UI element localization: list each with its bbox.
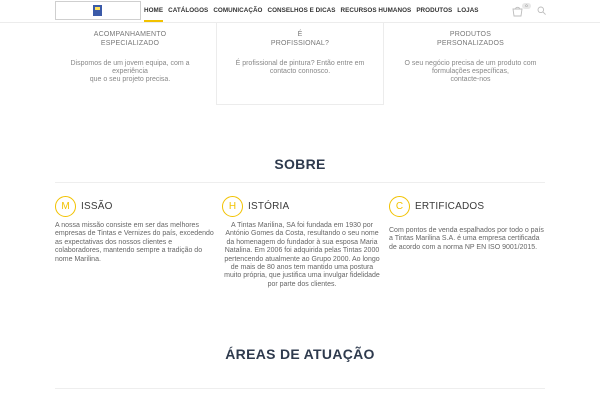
nav-item-produtos[interactable]: PRODUTOS (416, 7, 453, 14)
nav-item-conselhos-e-dicas[interactable]: CONSELHOS E DICAS (267, 7, 336, 14)
nav-item-home[interactable]: HOME (144, 0, 163, 22)
column-title: ERTIFICADOS (415, 200, 485, 212)
column-title: ISSÃO (81, 200, 113, 212)
service-text-line: contacto connosco. (269, 68, 331, 75)
service-title-line: É (297, 31, 303, 38)
top-bar (0, 0, 600, 23)
service-text (220, 60, 380, 76)
service-acompanhamento (55, 30, 205, 84)
divider (55, 182, 545, 183)
letter-circle-icon: H (222, 196, 243, 217)
service-text-line: experiência (112, 68, 148, 75)
logo-mark-icon (93, 5, 102, 16)
cart-icon[interactable] (512, 6, 523, 17)
service-profissional (220, 30, 380, 76)
nav-item-catalogos[interactable]: CATÁLOGOS (168, 7, 209, 14)
service-title-line: ACOMPANHAMENTO (93, 31, 167, 38)
service-text-line: que o seu projeto precisa. (89, 76, 171, 83)
services-row (0, 23, 600, 105)
missao-column (55, 195, 215, 264)
service-text-line: contacte-nos (450, 76, 491, 83)
nav-item-lojas[interactable]: LOJAS (457, 7, 479, 14)
column-text: Com pontos de venda espalhados por todo o país a Tintas Marilina S.A. é uma empresa certificada de acordo com a norma NP EN ISO 9001/2015. (389, 227, 544, 251)
column-header (222, 195, 382, 217)
service-text-line: É profissional de pintura? Então entre em (235, 60, 365, 67)
column-title: ISTÓRIA (248, 200, 290, 212)
column-header (389, 195, 549, 217)
nav-item-recursos-humanos[interactable]: RECURSOS HUMANOS (340, 7, 412, 14)
service-title-line: ESPECIALIZADO (100, 40, 160, 47)
column-text: A Tintas Marilina, SA foi fundada em 1930 por António Gomes da Costa, resultando o seu nome da homenagem do fundador à sua esposa Maria Natalina. Em 2006 foi adquirida pelas Tintas 2000 pertencendo atualmente ao Grupo 2000. Ao longo de mais de 80 anos tem mantido uma postura muito própria, que justifica uma invulgar fidelidade por parte dos clientes. (224, 222, 380, 288)
historia-column (222, 195, 382, 289)
service-text (393, 60, 548, 84)
service-text-line: O seu negócio precisa de um produto com (404, 60, 537, 67)
service-title-line: PRODUTOS (449, 31, 492, 38)
search-icon[interactable] (537, 6, 546, 15)
service-title-line: PROFISSIONAL? (270, 40, 330, 47)
cart-count-badge: 0 (522, 3, 531, 9)
certificados-column (389, 195, 549, 252)
service-produtos-personalizados (393, 30, 548, 84)
column-text: A nossa missão consiste em ser das melhores empresas de Tintas e Vernizes do país, excedendo as expectativas dos nossos clientes e colaboradores, mantendo sempre a tradição do nome Marilina. (55, 222, 214, 263)
site-logo[interactable] (55, 1, 141, 20)
service-title-line: PERSONALIZADOS (437, 40, 504, 47)
service-text-line: Dispomos de um jovem equipa, com a (70, 60, 190, 67)
column-header (55, 195, 215, 217)
nav-item-comunicacao[interactable]: COMUNICAÇÃO (213, 7, 263, 14)
service-title (393, 30, 548, 48)
service-title (55, 30, 205, 48)
letter-circle-icon: M (55, 196, 76, 217)
letter-circle-icon: C (389, 196, 410, 217)
service-text-line: formulações específicas, (431, 68, 510, 75)
sobre-heading: SOBRE (274, 156, 326, 172)
service-title (220, 30, 380, 48)
service-text (55, 60, 205, 84)
divider (55, 388, 545, 389)
areas-heading: ÁREAS DE ATUAÇÃO (225, 346, 375, 362)
main-nav (144, 0, 484, 22)
